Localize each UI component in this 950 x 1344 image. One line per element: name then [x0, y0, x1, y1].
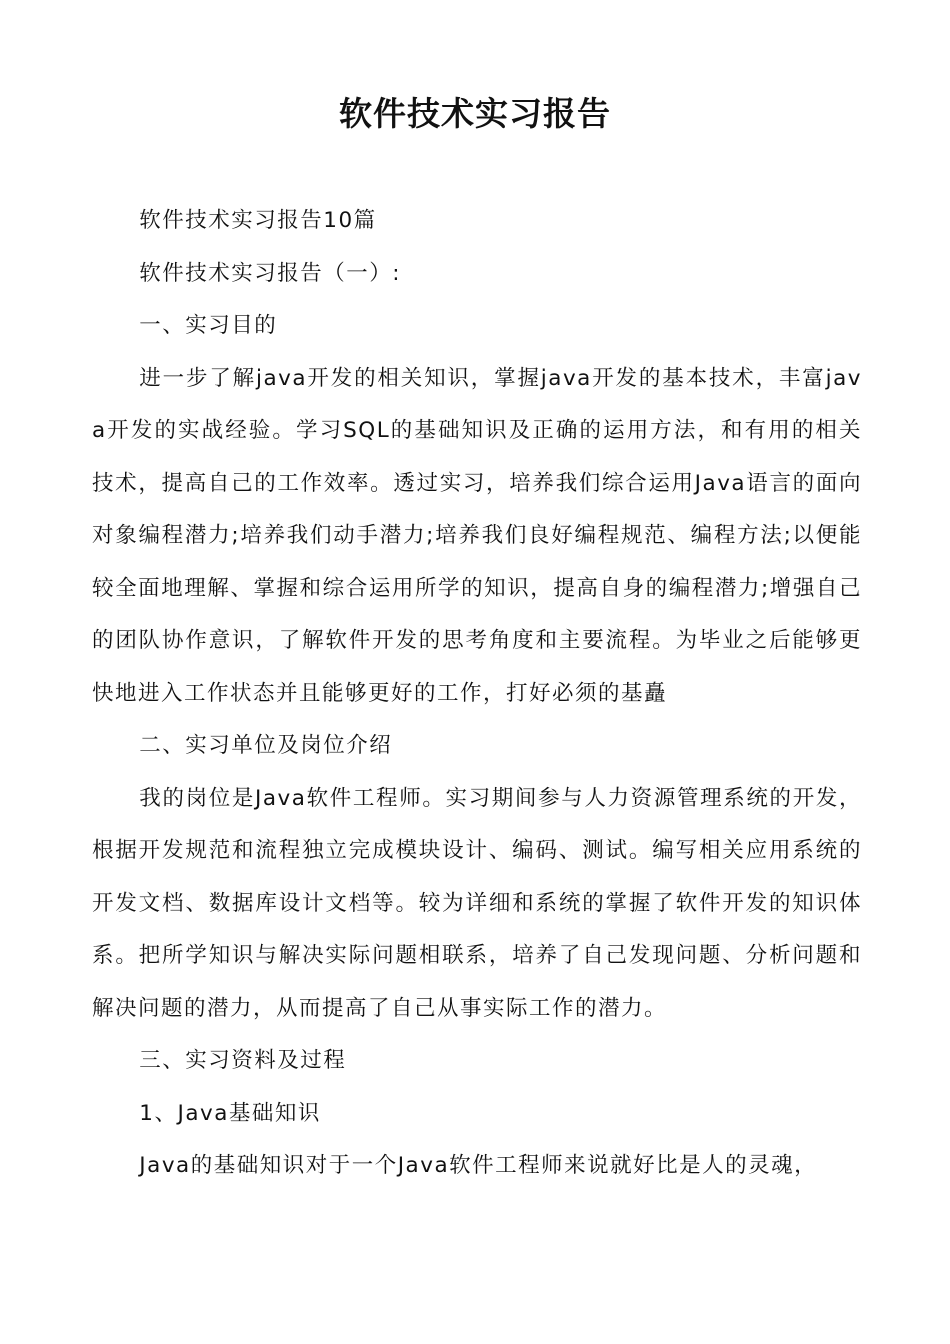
paragraph-subtitle: 软件技术实习报告10篇: [139, 208, 377, 233]
heading-content-and-process: 三、实习资料及过程: [139, 1048, 347, 1073]
paragraph-section-heading: 软件技术实习报告（一）:: [139, 260, 402, 286]
paragraph-position-body: 我的岗位是Java软件工程师。实习期间参与人力资源管理系统的开发，根据开发规范和流程独立完成模块设计、编码、测试。编写相关应用系统的开发文档、数据库设计文档等。较为详细和系统的掌握了软件开发的知识体系。把所学知识与解决实际问题相联系，培养了自己发现问题、分析问题和解决问题的潜力，从而提高了自己从事实际工作的潜力。: [92, 785, 862, 1021]
document-title: 软件技术实习报告: [339, 94, 611, 133]
heading-java-basics: 1、Java基础知识: [139, 1100, 321, 1126]
paragraph-purpose-body: 进一步了解java开发的相关知识，掌握java开发的基本技术，丰富java开发的实战经验。学习SQL的基础知识及正确的运用方法，和有用的相关技术，提高自己的工作效率。透过实习，培养我们综合运用Java语言的面向对象编程潜力;培养我们动手潜力;培养我们良好编程规范、编程方法;以便能较全面地理解、掌握和综合运用所学的知识，提高自身的编程潜力;增强自己的团队协作意识，了解软件开发的思考角度和主要流程。为毕业之后能够更快地进入工作状态并且能够更好的工作，打好必须的基矗: [92, 365, 862, 706]
heading-internship-purpose: 一、实习目的: [139, 313, 278, 338]
heading-unit-and-position: 二、实习单位及岗位介绍: [139, 733, 393, 758]
paragraph-java-basics-body: Java的基础知识对于一个Java软件工程师来说就好比是人的灵魂，: [139, 1153, 818, 1178]
document-body: [92, 195, 862, 1193]
